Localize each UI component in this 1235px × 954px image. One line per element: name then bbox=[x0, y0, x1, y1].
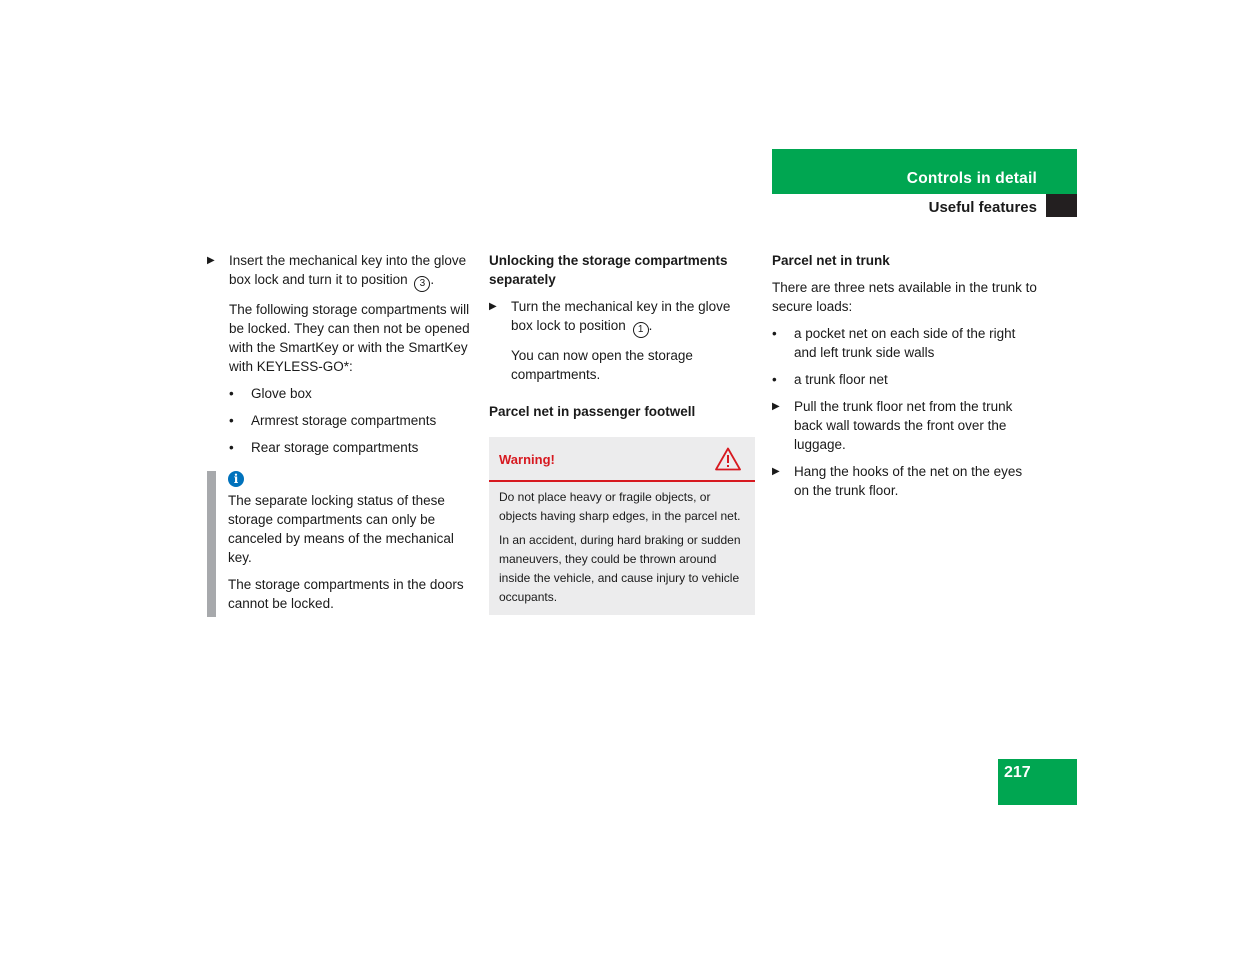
bullet-icon: • bbox=[229, 386, 234, 401]
header-tab-block bbox=[1046, 194, 1077, 217]
warning-triangle-icon bbox=[715, 447, 741, 471]
section-heading: Parcel net in trunk bbox=[772, 253, 890, 268]
info-text: The storage compartments in the doors cannot be locked. bbox=[228, 577, 464, 611]
paragraph: You can now open the storage compartments. bbox=[511, 348, 693, 382]
column-middle bbox=[489, 251, 755, 615]
step-text: Hang the hooks of the net on the eyes on the trunk floor. bbox=[794, 464, 1023, 498]
arrow-right-icon: ▶ bbox=[489, 301, 497, 312]
list-item-text: a trunk floor net bbox=[794, 372, 888, 387]
column-right bbox=[772, 251, 1040, 508]
column-left bbox=[207, 251, 472, 617]
instruction-step: ▶ Turn the mechanical key in the glove box lock to position 1 . bbox=[489, 297, 755, 338]
subsection-title: Useful features bbox=[928, 199, 1037, 216]
info-bar bbox=[207, 471, 216, 617]
step-text: Turn the mechanical key in the glove box lock to position bbox=[511, 299, 731, 333]
list-item-text: Glove box bbox=[251, 386, 312, 401]
arrow-right-icon: ▶ bbox=[772, 401, 780, 412]
warning-body bbox=[489, 482, 755, 615]
arrow-right-icon: ▶ bbox=[207, 255, 215, 266]
section-title: Controls in detail bbox=[906, 170, 1037, 187]
bullet-icon: • bbox=[772, 372, 777, 387]
info-icon: i bbox=[228, 471, 244, 487]
list-item bbox=[772, 324, 1040, 362]
bullet-icon: • bbox=[229, 440, 234, 455]
step-text: Pull the trunk floor net from the trunk back wall towards the front over the luggage. bbox=[794, 399, 1013, 452]
list-item bbox=[207, 438, 472, 457]
instruction-step bbox=[772, 462, 1040, 500]
info-note bbox=[207, 471, 472, 617]
instruction-step bbox=[772, 397, 1040, 454]
list-item-text: Rear storage compartments bbox=[251, 440, 419, 455]
warning-text: In an accident, during hard braking or sudden maneuvers, they could be thrown around inside the vehicle, and cause injury to vehicle occupants. bbox=[499, 533, 741, 604]
list-item bbox=[207, 411, 472, 430]
list-item bbox=[207, 384, 472, 403]
bullet-icon: • bbox=[229, 413, 234, 428]
section-header bbox=[772, 149, 1077, 194]
list-item-text: Armrest storage compartments bbox=[251, 413, 437, 428]
info-text: The separate locking status of these storage compartments can only be canceled by means of the mechanical key. bbox=[228, 493, 454, 565]
warning-title: Warning! bbox=[499, 452, 555, 467]
step-text: Insert the mechanical key into the glove box lock and turn it to position bbox=[229, 253, 467, 287]
paragraph: There are three nets available in the trunk to secure loads: bbox=[772, 280, 1037, 314]
section-heading: Parcel net in passenger footwell bbox=[489, 404, 696, 419]
position-marker: 1 bbox=[633, 322, 649, 338]
paragraph: The following storage compartments will be locked. They can then not be opened with the SmartKey or with the SmartKey with KEYLESS-GO*: bbox=[229, 302, 470, 374]
page-number: 217 bbox=[998, 759, 1077, 805]
list-item-text: a pocket net on each side of the right and left trunk side walls bbox=[794, 326, 1016, 360]
arrow-right-icon: ▶ bbox=[772, 466, 780, 477]
bullet-icon: • bbox=[772, 326, 777, 341]
warning-text: Do not place heavy or fragile objects, or objects having sharp edges, in the parcel net. bbox=[499, 490, 741, 523]
warning-box bbox=[489, 437, 755, 615]
position-marker: 3 bbox=[414, 276, 430, 292]
warning-header bbox=[489, 437, 755, 482]
section-heading: Unlocking the storage compartments separately bbox=[489, 253, 728, 287]
list-item bbox=[772, 370, 1040, 389]
instruction-step: ▶ Insert the mechanical key into the glove box lock and turn it to position 3 . bbox=[207, 251, 472, 292]
